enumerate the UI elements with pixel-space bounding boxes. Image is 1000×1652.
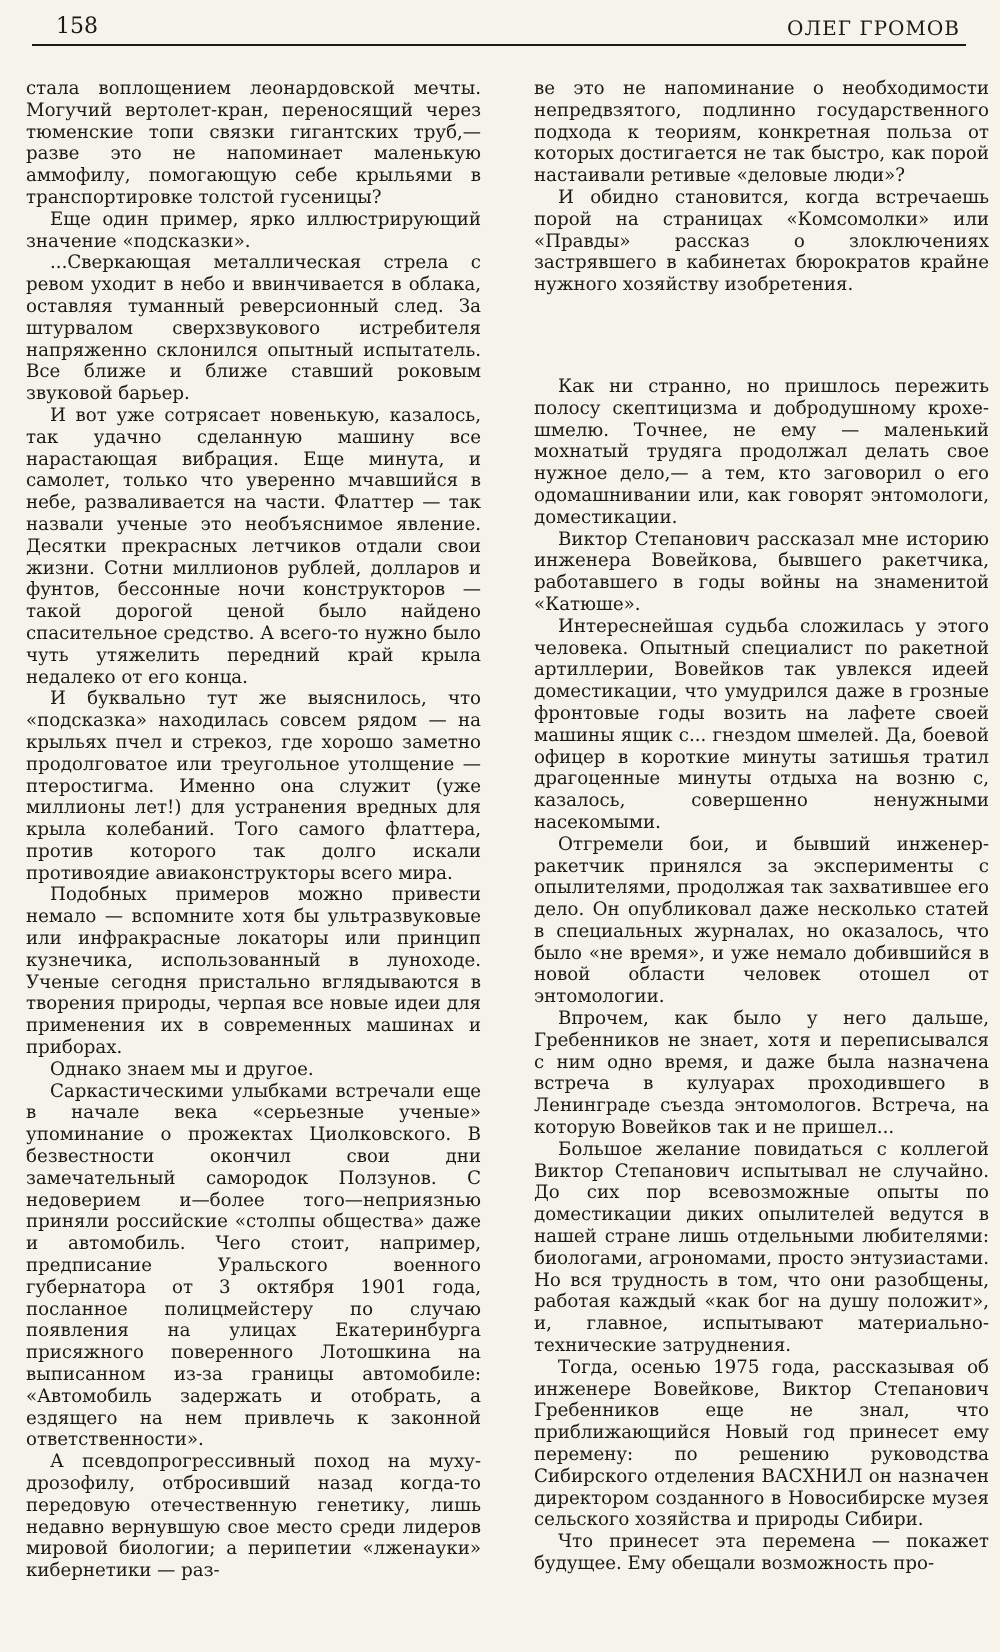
paragraph: И вот уже сотрясает новенькую, казалось, так удачно сделанную машину все нарастающая вибрация. Еще минута, и самолет, только что уверенно мчавшийся в небе, разваливается на части. Флаттер — так назвали ученые это необъяснимое явление. Десятки прекрасных летчиков отдали свои жизни. Сотни миллионов рублей, долларов и фунтов, бессонные ночи конструкторов — такой дорогой ценой было найдено спасительное средство. А всего-то нужно было чуть утяжелить передний край крыла недалеко от его конца. — [26, 404, 481, 688]
paragraph: Интереснейшая судьба сложилась у этого человека. Опытный специалист по ракетной артиллерии, Вовейков так увлекся идеей доместикации, что умудрился даже в грозные фронтовые годы возить на лафете своей машины ящик с... гнездом шмелей. Да, боевой офицер в короткие минуты затишья тратил драгоценные минуты отдыха на возню с, казалось, совершенно ненужными насекомыми. — [534, 615, 989, 833]
page-number: 158 — [56, 14, 98, 39]
paragraph: И буквально тут же выяснилось, что «подсказка» находилась совсем рядом — на крыльях пчел и стрекоз, где хорошо заметно продолговатое или треугольное утолщение — птеростигма. Именно она служит (уже миллионы лет!) для устранения вредных для крыла колебаний. Того самого флаттера, против которого так долго искали противоядие авиаконструкторы всего мира. — [26, 688, 481, 884]
paragraph: И обидно становится, когда встречаешь порой на страницах «Комсомолки» или «Правды» рассказ о злоключениях застрявшего в кабинетах бюрократов крайне нужного хозяйству изобретения. — [534, 186, 989, 296]
running-title: ОЛЕГ ГРОМОВ — [787, 16, 960, 40]
page-header — [32, 14, 966, 46]
paragraph: А псевдопрогрессивный поход на муху-дрозофилу, отбросивший назад когда-то передовую отечественную генетику, лишь недавно вернувшую свое место среди лидеров мировой биологии; а перипетии «лженауки» кибернетики — раз- — [26, 1451, 481, 1582]
section-break — [534, 296, 989, 376]
left-column — [26, 78, 481, 1582]
paragraph: Впрочем, как было у него дальше, Гребенников не знает, хотя и переписывался с ним одно время, и даже была назначена встреча в кулуарах проходившего в Ленинграде съезда энтомологов. Встреча, на которую Вовейков так и не пришел... — [534, 1008, 989, 1139]
paragraph: Подобных примеров можно привести немало — вспомните хотя бы ультразвуковые или инфракрасные локаторы или принцип кузнечика, использованный в луноходе. Ученые сегодня пристально вглядываются в творения природы, черпая все новые идеи для применения их в современных машинах и приборах. — [26, 884, 481, 1059]
paragraph: ве это не напоминание о необходимости непредвзятого, подлинно государственного подхода к теориям, конкретная польза от которых достигается не так быстро, как порой настаивали ретивые «деловые люди»? — [534, 78, 989, 187]
paragraph: Виктор Степанович рассказал мне историю инженера Вовейкова, бывшего ракетчика, работавшего в годы войны на знаменитой «Катюше». — [534, 528, 989, 615]
paragraph: Однако знаем мы и другое. — [50, 1058, 314, 1080]
paragraph: Что принесет эта перемена — покажет будущее. Ему обещали возможность про- — [534, 1531, 989, 1574]
paragraph: Тогда, осенью 1975 года, рассказывая об инженере Вовейкове, Виктор Степанович Гребенников еще не знал, что приближающийся Новый год принесет ему перемену: по решению руководства Сибирского отделения ВАСХНИЛ он назначен директором созданного в Новосибирске музея сельского хозяйства и природы Сибири. — [534, 1356, 989, 1531]
paragraph: Саркастическими улыбками встречали еще в начале века «серьезные ученые» упоминание о прожектах Циолковского. В безвестности окончил свои дни замечательный самородок Ползунов. С недоверием и—более того—неприязнью приняли российские «столпы общества» даже и автомобиль. Чего стоит, например, предписание Уральского военного губернатора от 3 октября 1901 года, посланное полицмейстеру по случаю появления на улицах Екатеринбурга присяжного поверенного Лотошкина на выписанном из-за границы автомобиле: «Автомобиль задержать и отобрать, а ездящего на нем привлечь к законной ответственности». — [26, 1080, 481, 1451]
paragraph: Как ни странно, но пришлось пережить полосу скептицизма и добродушному крохе-шмелю. Точнее, не ему — маленький мохнатый трудяга продолжал делать свое нужное дело,— а тем, кто заговорил о его одомашнивании или, как говорят энтомологи, доместикации. — [534, 375, 989, 528]
paragraph: ...Сверкающая металлическая стрела с ревом уходит в небо и ввинчивается в облака, оставляя туманный реверсионный след. За штурвалом сверхзвукового истребителя напряженно склонился опытный испытатель. Все ближе и ближе ставший роковым звуковой барьер. — [26, 252, 481, 405]
paragraph: Отгремели бои, и бывший инженер-ракетчик принялся за эксперименты с опылителями, продолжая так захватившее его дело. Он опубликовал даже несколько статей в специальных журналах, но оказалось, что было «не время», и уже немало добившийся в новой области человек отошел от энтомологии. — [534, 833, 989, 1008]
paragraph: Большое желание повидаться с коллегой Виктор Степанович испытывал не случайно. До сих пор всевозможные опыты по доместикации диких опылителей ведутся в нашей стране лишь отдельными любителями: биологами, агрономами, просто энтузиастами. Но вся трудность в том, что они разобщены, работая каждый «как бог на душу положит», и, главное, испытывают материально-технические затруднения. — [534, 1138, 989, 1357]
right-column — [534, 78, 989, 1575]
paragraph: Еще один пример, ярко иллюстрирующий значение «подсказки». — [26, 208, 481, 252]
paragraph: стала воплощением леонардовской мечты. Могучий вертолет-кран, переносящий через тюменские топи связки гигантских труб,— разве это не напоминает маленькую аммофилу, помогающую себе крыльями в транспортировке толстой гусеницы? — [26, 78, 481, 208]
